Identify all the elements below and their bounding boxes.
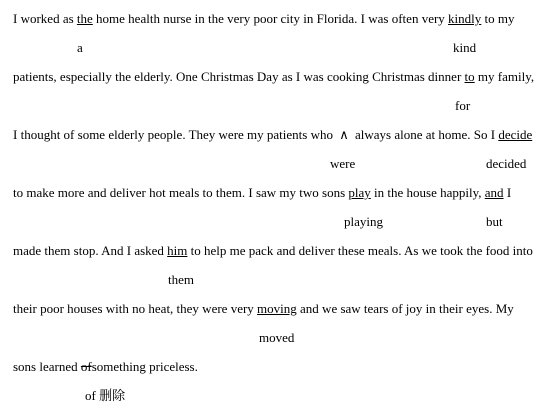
text-line-4 (13, 185, 511, 201)
correction-but: but (486, 214, 503, 229)
insert-caret-icon: ∧ (339, 128, 349, 143)
correction-were: were (330, 156, 356, 171)
correction-them: them (168, 272, 194, 287)
marked-word-and: and (484, 185, 504, 200)
text-run: made them stop. And I asked (13, 243, 168, 258)
text-run: my family, (474, 69, 535, 84)
marked-word-play: play (348, 185, 371, 200)
correction-a: a (77, 40, 83, 55)
text-run: to my (481, 11, 515, 26)
text-run: always alone at home. So I (351, 127, 499, 142)
text-line-6 (13, 301, 514, 317)
correction-decided: decided (486, 156, 527, 171)
marked-word-the: the (76, 11, 93, 26)
text-run: something priceless. (91, 359, 198, 374)
correction-delete-of: of 删除 (85, 388, 126, 403)
deleted-word-of: of (80, 359, 92, 374)
text-line-2 (13, 69, 534, 85)
text-line-3 (13, 127, 532, 144)
text-run: patients, especially the elderly. One Christmas Day as I was cooking Christmas dinner (13, 69, 465, 84)
marked-word-to: to (464, 69, 475, 84)
text-line-7 (13, 359, 198, 375)
text-run: I worked as (13, 11, 77, 26)
marked-word-kindly: kindly (448, 11, 482, 26)
marked-word-him: him (167, 243, 188, 258)
text-run: to make more and deliver hot meals to them. I saw my two sons (13, 185, 349, 200)
text-run: their poor houses with no heat, they were very (13, 301, 258, 316)
text-run: in the house happily, (370, 185, 485, 200)
text-run: sons learned (13, 359, 81, 374)
text-run: I (503, 185, 512, 200)
correction-playing: playing (344, 214, 383, 229)
correction-moved: moved (259, 330, 295, 345)
marked-word-moving: moving (257, 301, 297, 316)
text-line-1 (13, 11, 515, 27)
text-run: I thought of some elderly people. They were my patients who (13, 127, 337, 142)
text-run: and we saw tears of joy in their eyes. My (296, 301, 514, 316)
text-run: home health nurse in the very poor city in Florida. I was often very (92, 11, 449, 26)
text-run: to help me pack and deliver these meals. As we took the food into (187, 243, 533, 258)
correction-kind: kind (453, 40, 477, 55)
text-line-5 (13, 243, 533, 259)
marked-word-decide: decide (498, 127, 533, 142)
correction-for: for (455, 98, 471, 113)
